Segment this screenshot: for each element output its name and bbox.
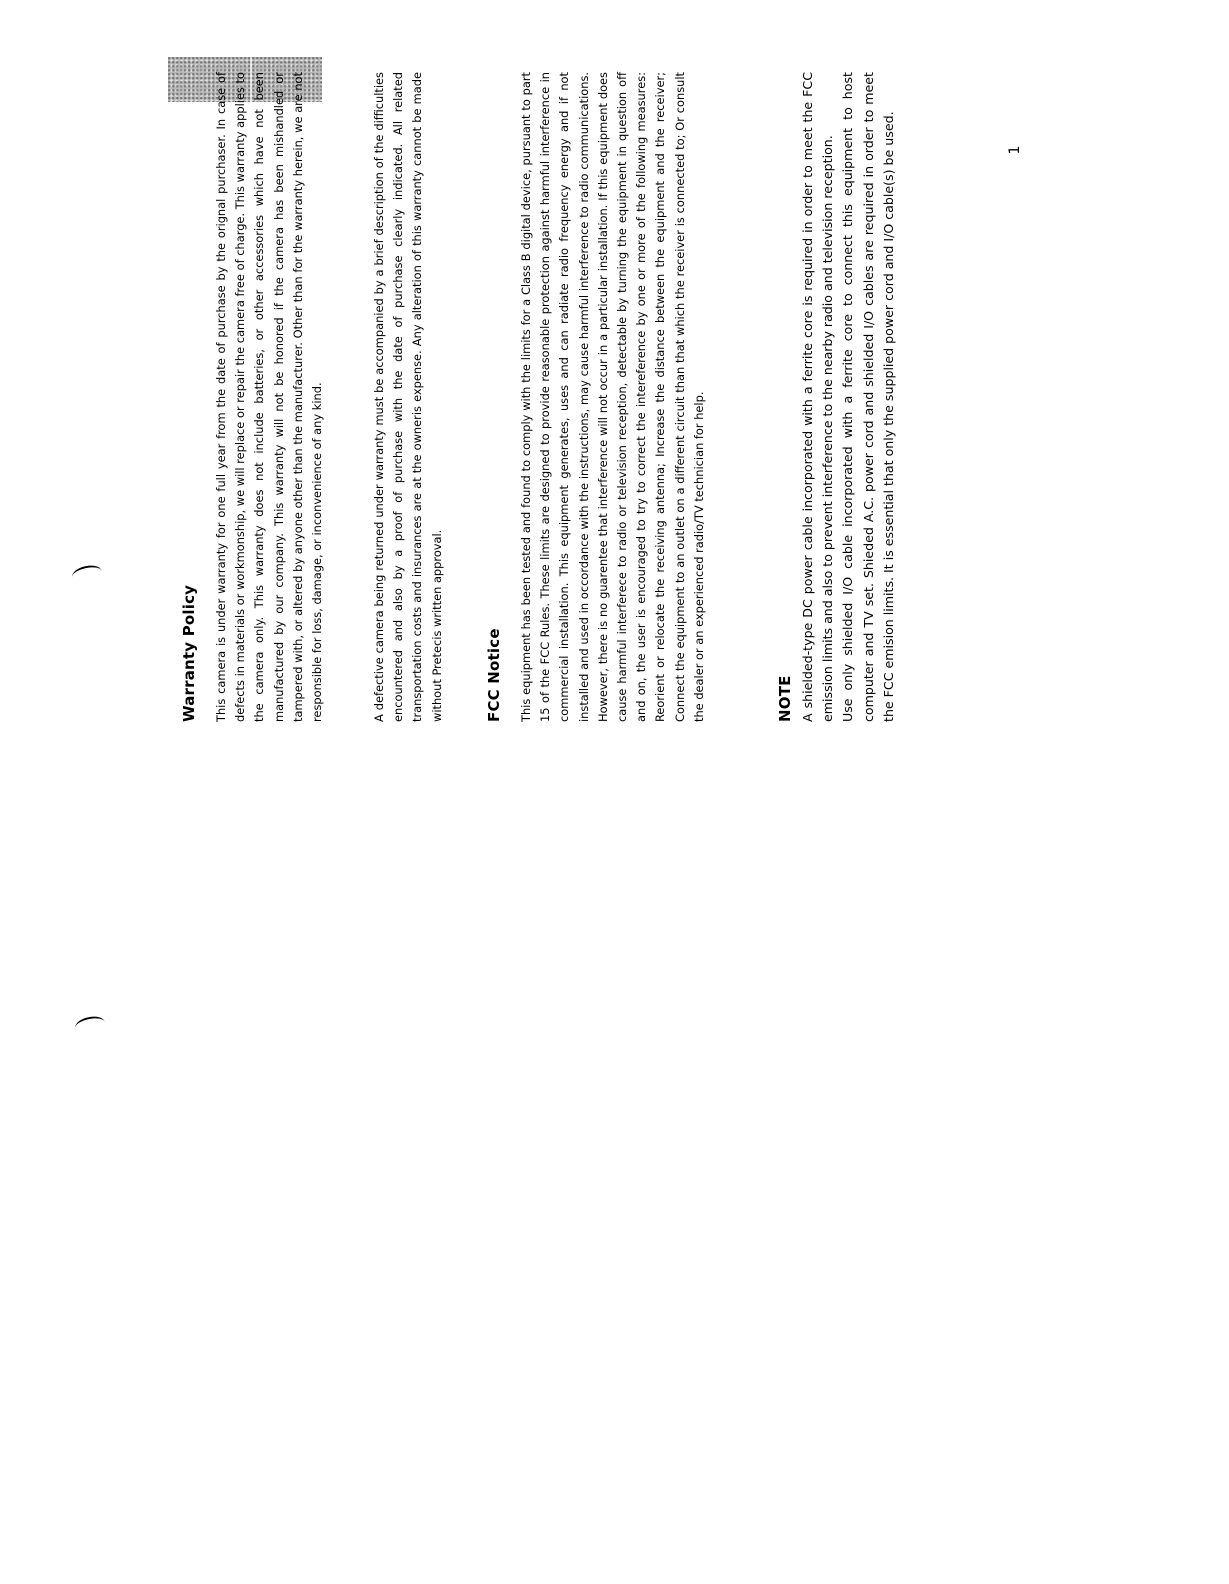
warranty-paragraph-2: A defective camera being returned under warranty must be accompanied by a brief description of the difficulties encountered and also by a proof of purchase with the date of purchase clearly indicated. All related transportation costs and insurances are at the owneris expense. Any alteration of this warranty cannot be made without Pretecis written approval. [372, 72, 444, 722]
warranty-paragraph-1: This camera is under warranty for one full year from the date of purchase by the orignal purchaser. In case of defects in materials or workmonship, we will replace or repair the camera free of charge. This warranty applies to the camera only. This warranty does not include batteries, or other accessories which have not been manufactured by our company. This warranty will not be honored if the camera has been mishandled or tampered with, or altered by anyone other than the manufacturer. Other than for the warranty herein, we are not responsible for loss, damage, or inconvenience of any kind. [214, 72, 325, 722]
fcc-section [485, 72, 709, 722]
fcc-title: FCC Notice [485, 628, 503, 722]
note-title: NOTE [776, 675, 794, 722]
page-number: 1 [1007, 145, 1023, 155]
rotated-content [180, 72, 940, 1200]
fcc-paragraph: This equipment has been tested and found to comply with the limits for a Class B digital device, pursuant to part 15 of the FCC Rules. These limits are designed to provide reasonable protection against harmful interference in commercial installation. This equipment generates, uses and can radiate radio frequency energy and if not installed and used in occordance with the instructions, may cause harmful interference to radio communications. However, there is no guarentee that interference will not occur in a particular installation. If this equipment does cause harmful interferece to radio or television reception, detectable by turning the equipment in question off and on, the user is encouraged to try to correct the intereference by one or more of the following measures: Reorient or relocate the receiving antenna; Increase the distance between the equipment and the receiver; Connect the equipment to an outlet on a different circuit than that which the receiver is connected to; Or consult the dealer or an experienced radio/TV technician for help. [519, 72, 706, 722]
warranty-title: Warranty Policy [180, 584, 198, 722]
binding-mark-top [71, 563, 104, 585]
note-paragraph-2: Use only shielded I/O cable incorporated with a ferrite core to connect this equipment to host computer and TV set. Shieded A.C. power cord and shielded I/O cables are required in order to meet the FCC emision limits. It is essential that only the supplied power cord and I/O cable(s) be used. [840, 72, 896, 722]
note-section [776, 72, 899, 722]
warranty-section-2 [370, 72, 447, 722]
binding-mark-bottom [74, 1014, 107, 1036]
note-paragraph-1: A shielded-type DC power cable incorporated with a ferrite core is required in order to meet the FCC emission limits and also to prevent interference to the nearby radio and television reception. [800, 72, 836, 722]
warranty-section [180, 72, 327, 722]
